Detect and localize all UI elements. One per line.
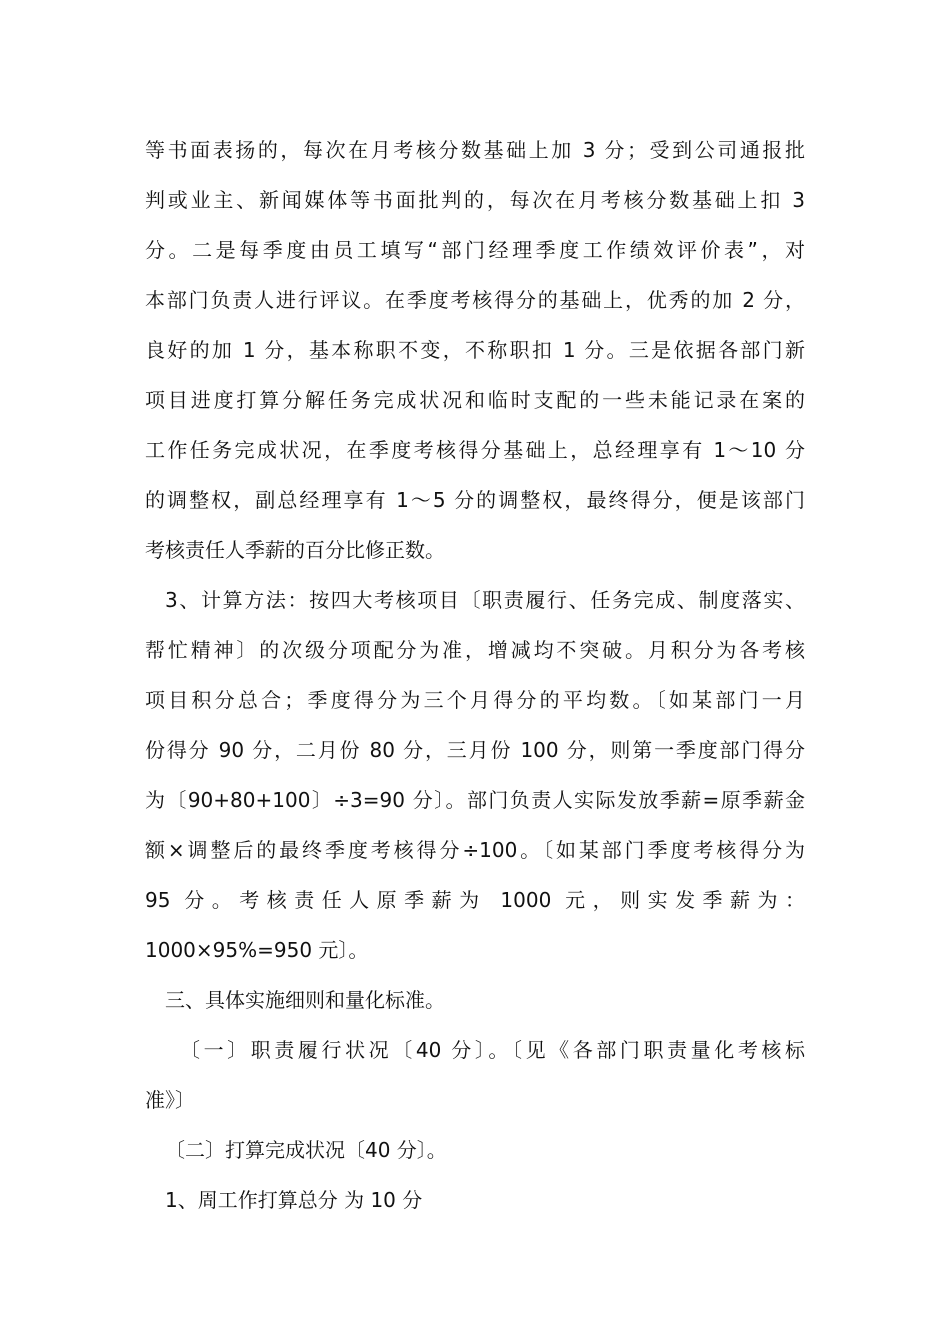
paragraph-line: 帮忙精神〕的次级分项配分为准，增减均不突破。月积分为各考核	[145, 638, 805, 662]
calculation-method-heading: 3、计算方法：按四大考核项目〔职责履行、任务完成、制度落实、	[165, 588, 805, 612]
paragraph-line: 工作任务完成状况，在季度考核得分基础上，总经理享有 1～10 分	[145, 438, 805, 462]
paragraph-line: 准》〕	[145, 1088, 195, 1112]
paragraph-line: 等书面表扬的，每次在月考核分数基础上加 3 分；受到公司通报批	[145, 138, 805, 162]
paragraph-line: 良好的加 1 分，基本称职不变，不称职扣 1 分。三是依据各部门新	[145, 338, 805, 362]
paragraph-line: 本部门负责人进行评议。在季度考核得分的基础上，优秀的加 2 分，	[145, 288, 805, 312]
subsection-heading: 〔一〕职责履行状况〔40 分〕。〔见《各部门职责量化考核标	[180, 1038, 805, 1062]
paragraph-line: 考核责任人季薪的百分比修正数。	[145, 538, 445, 562]
paragraph-line: 额×调整后的最终季度考核得分÷100。〔如某部门季度考核得分为	[145, 838, 805, 862]
paragraph-line: 95 分。考核责任人原季薪为 1000 元，则实发季薪为：	[145, 888, 805, 912]
paragraph-line: 分。二是每季度由员工填写“部门经理季度工作绩效评价表”，对	[145, 238, 805, 262]
section-heading: 三、具体实施细则和量化标准。	[165, 988, 445, 1012]
paragraph-line: 为〔90+80+100〕÷3=90 分〕。部门负责人实际发放季薪=原季薪金	[145, 788, 805, 812]
paragraph-line: 判或业主、新闻媒体等书面批判的，每次在月考核分数基础上扣 3	[145, 188, 805, 212]
paragraph-line: 1000×95%=950 元〕。	[145, 938, 369, 962]
subsection-heading: 〔二〕打算完成状况〔40 分〕。	[165, 1138, 447, 1162]
paragraph-line: 份得分 90 分，二月份 80 分，三月份 100 分，则第一季度部门得分	[145, 738, 805, 762]
paragraph-line: 的调整权，副总经理享有 1～5 分的调整权，最终得分，便是该部门	[145, 488, 805, 512]
list-item: 1、周工作打算总分 为 10 分	[165, 1188, 423, 1212]
paragraph-line: 项目进度打算分解任务完成状况和临时支配的一些未能记录在案的	[145, 388, 805, 412]
paragraph-line: 项目积分总合；季度得分为三个月得分的平均数。〔如某部门一月	[145, 688, 805, 712]
